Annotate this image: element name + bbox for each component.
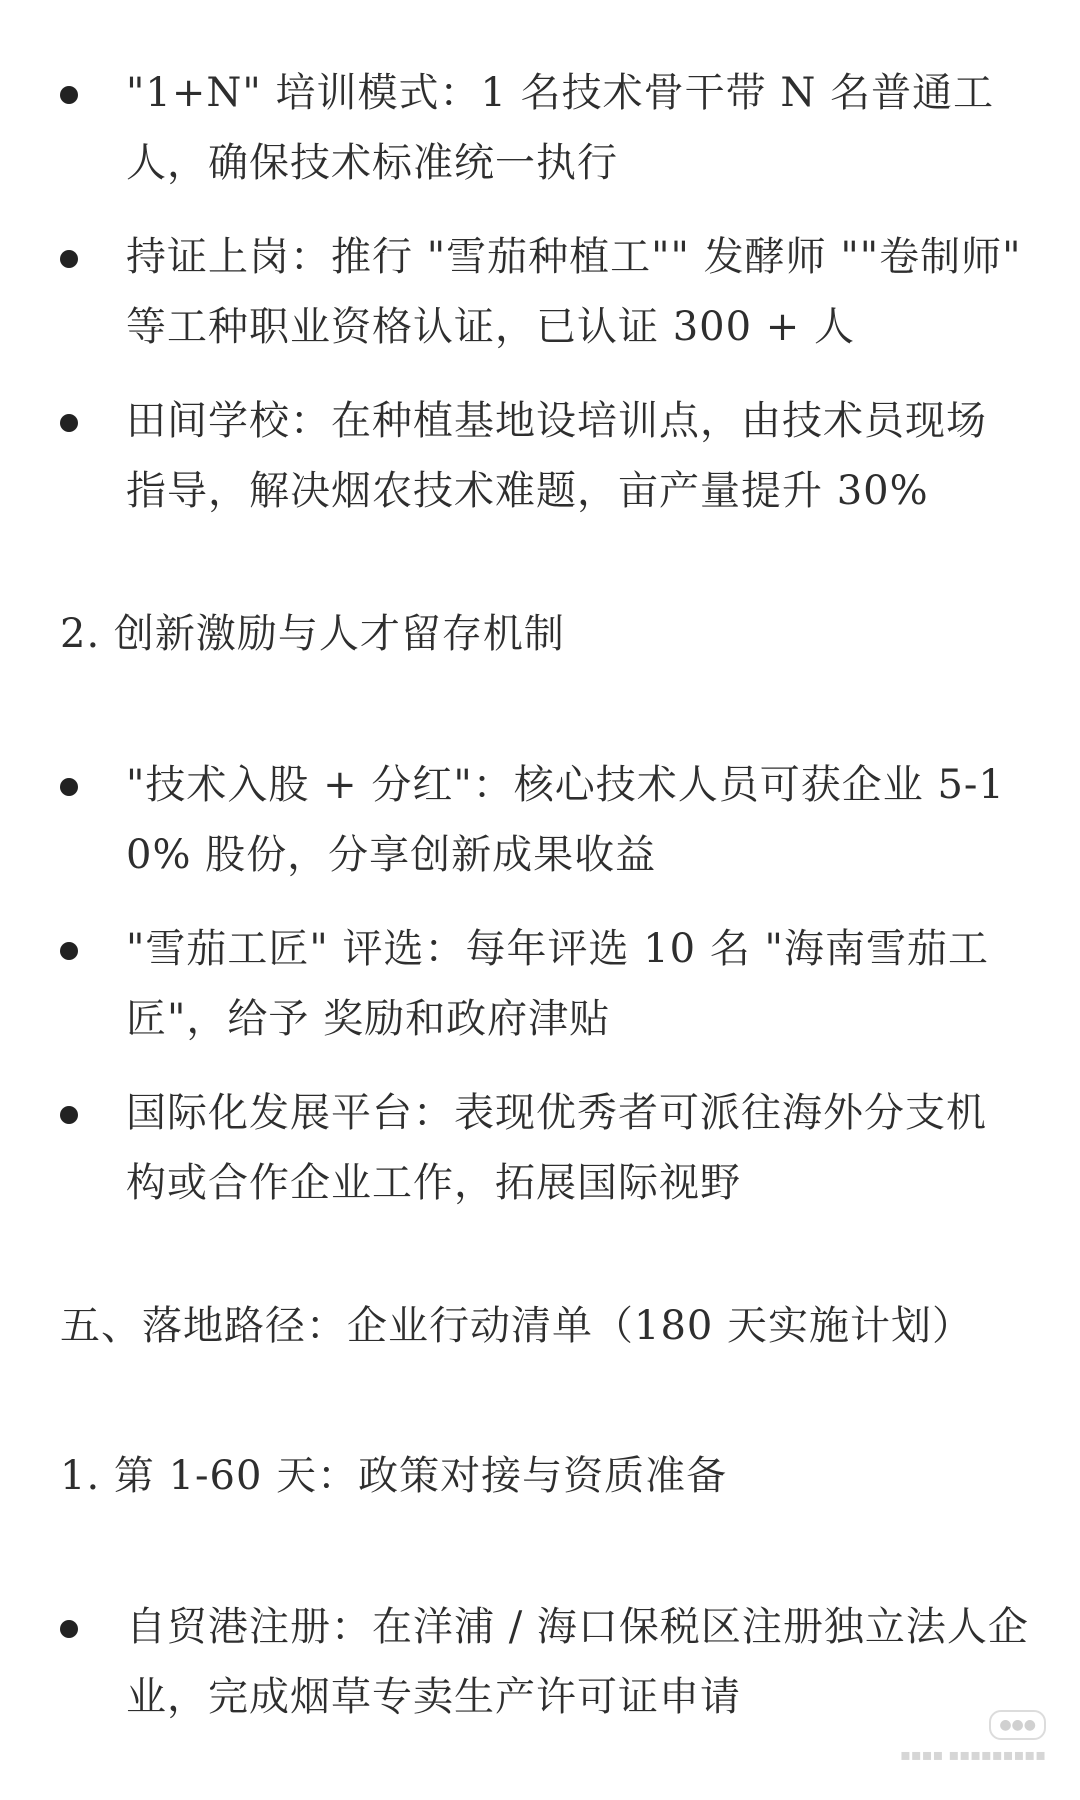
- text-line: 匠"，给予 奖励和政府津贴: [126, 996, 611, 1042]
- bullet-text: [126, 58, 1026, 198]
- bullet-dot: [60, 1106, 78, 1124]
- watermark-text: ▪▪▪▪ ▪▪▪▪▪▪▪▪▪: [899, 1745, 1046, 1764]
- bullet-text: [126, 750, 1026, 890]
- bullet-dot: [60, 250, 78, 268]
- bullet-text: [126, 1078, 1026, 1218]
- bullet-dot: [60, 414, 78, 432]
- watermark: [900, 1710, 1046, 1766]
- text-line: 指导，解决烟农技术难题，亩产量提升 30%: [126, 468, 929, 514]
- text-line: 业，完成烟草专卖生产许可证申请: [126, 1674, 741, 1720]
- text-line: 人，确保技术标准统一执行: [126, 140, 618, 186]
- text-line: 国际化发展平台：表现优秀者可派往海外分支机: [126, 1090, 987, 1136]
- bullet-text: [126, 1592, 1029, 1732]
- bullet-text: [126, 914, 1026, 1054]
- watermark-logo: ●●●: [989, 1710, 1046, 1740]
- text-line: "技术入股 + 分红"：核心技术人员可获企业 5-1: [126, 762, 1005, 808]
- text-line: 等工种职业资格认证，已认证 300 + 人: [126, 304, 856, 350]
- bullet-dot: [60, 942, 78, 960]
- section-heading: 五、落地路径：企业行动清单（180 天实施计划）: [60, 1303, 974, 1349]
- bullet-text: [126, 222, 1026, 362]
- text-line: "1+N" 培训模式：1 名技术骨干带 N 名普通工: [126, 70, 995, 116]
- bullet-dot: [60, 778, 78, 796]
- text-line: 构或合作企业工作，拓展国际视野: [126, 1160, 741, 1206]
- bullet-dot: [60, 1620, 78, 1638]
- section-heading: 2. 创新激励与人才留存机制: [60, 611, 565, 657]
- text-line: 持证上岗：推行 "雪茄种植工"" 发酵师 ""卷制师": [126, 234, 1022, 280]
- subsection-heading: 1. 第 1-60 天：政策对接与资质准备: [60, 1453, 728, 1499]
- text-line: 0% 股份，分享创新成果收益: [126, 832, 657, 878]
- text-line: 自贸港注册：在洋浦 / 海口保税区注册独立法人企: [126, 1604, 1029, 1650]
- bullet-dot: [60, 86, 78, 104]
- text-line: "雪茄工匠" 评选：每年评选 10 名 "海南雪茄工: [126, 926, 989, 972]
- bullet-text: [126, 386, 1026, 526]
- text-line: 田间学校：在种植基地设培训点，由技术员现场: [126, 398, 987, 444]
